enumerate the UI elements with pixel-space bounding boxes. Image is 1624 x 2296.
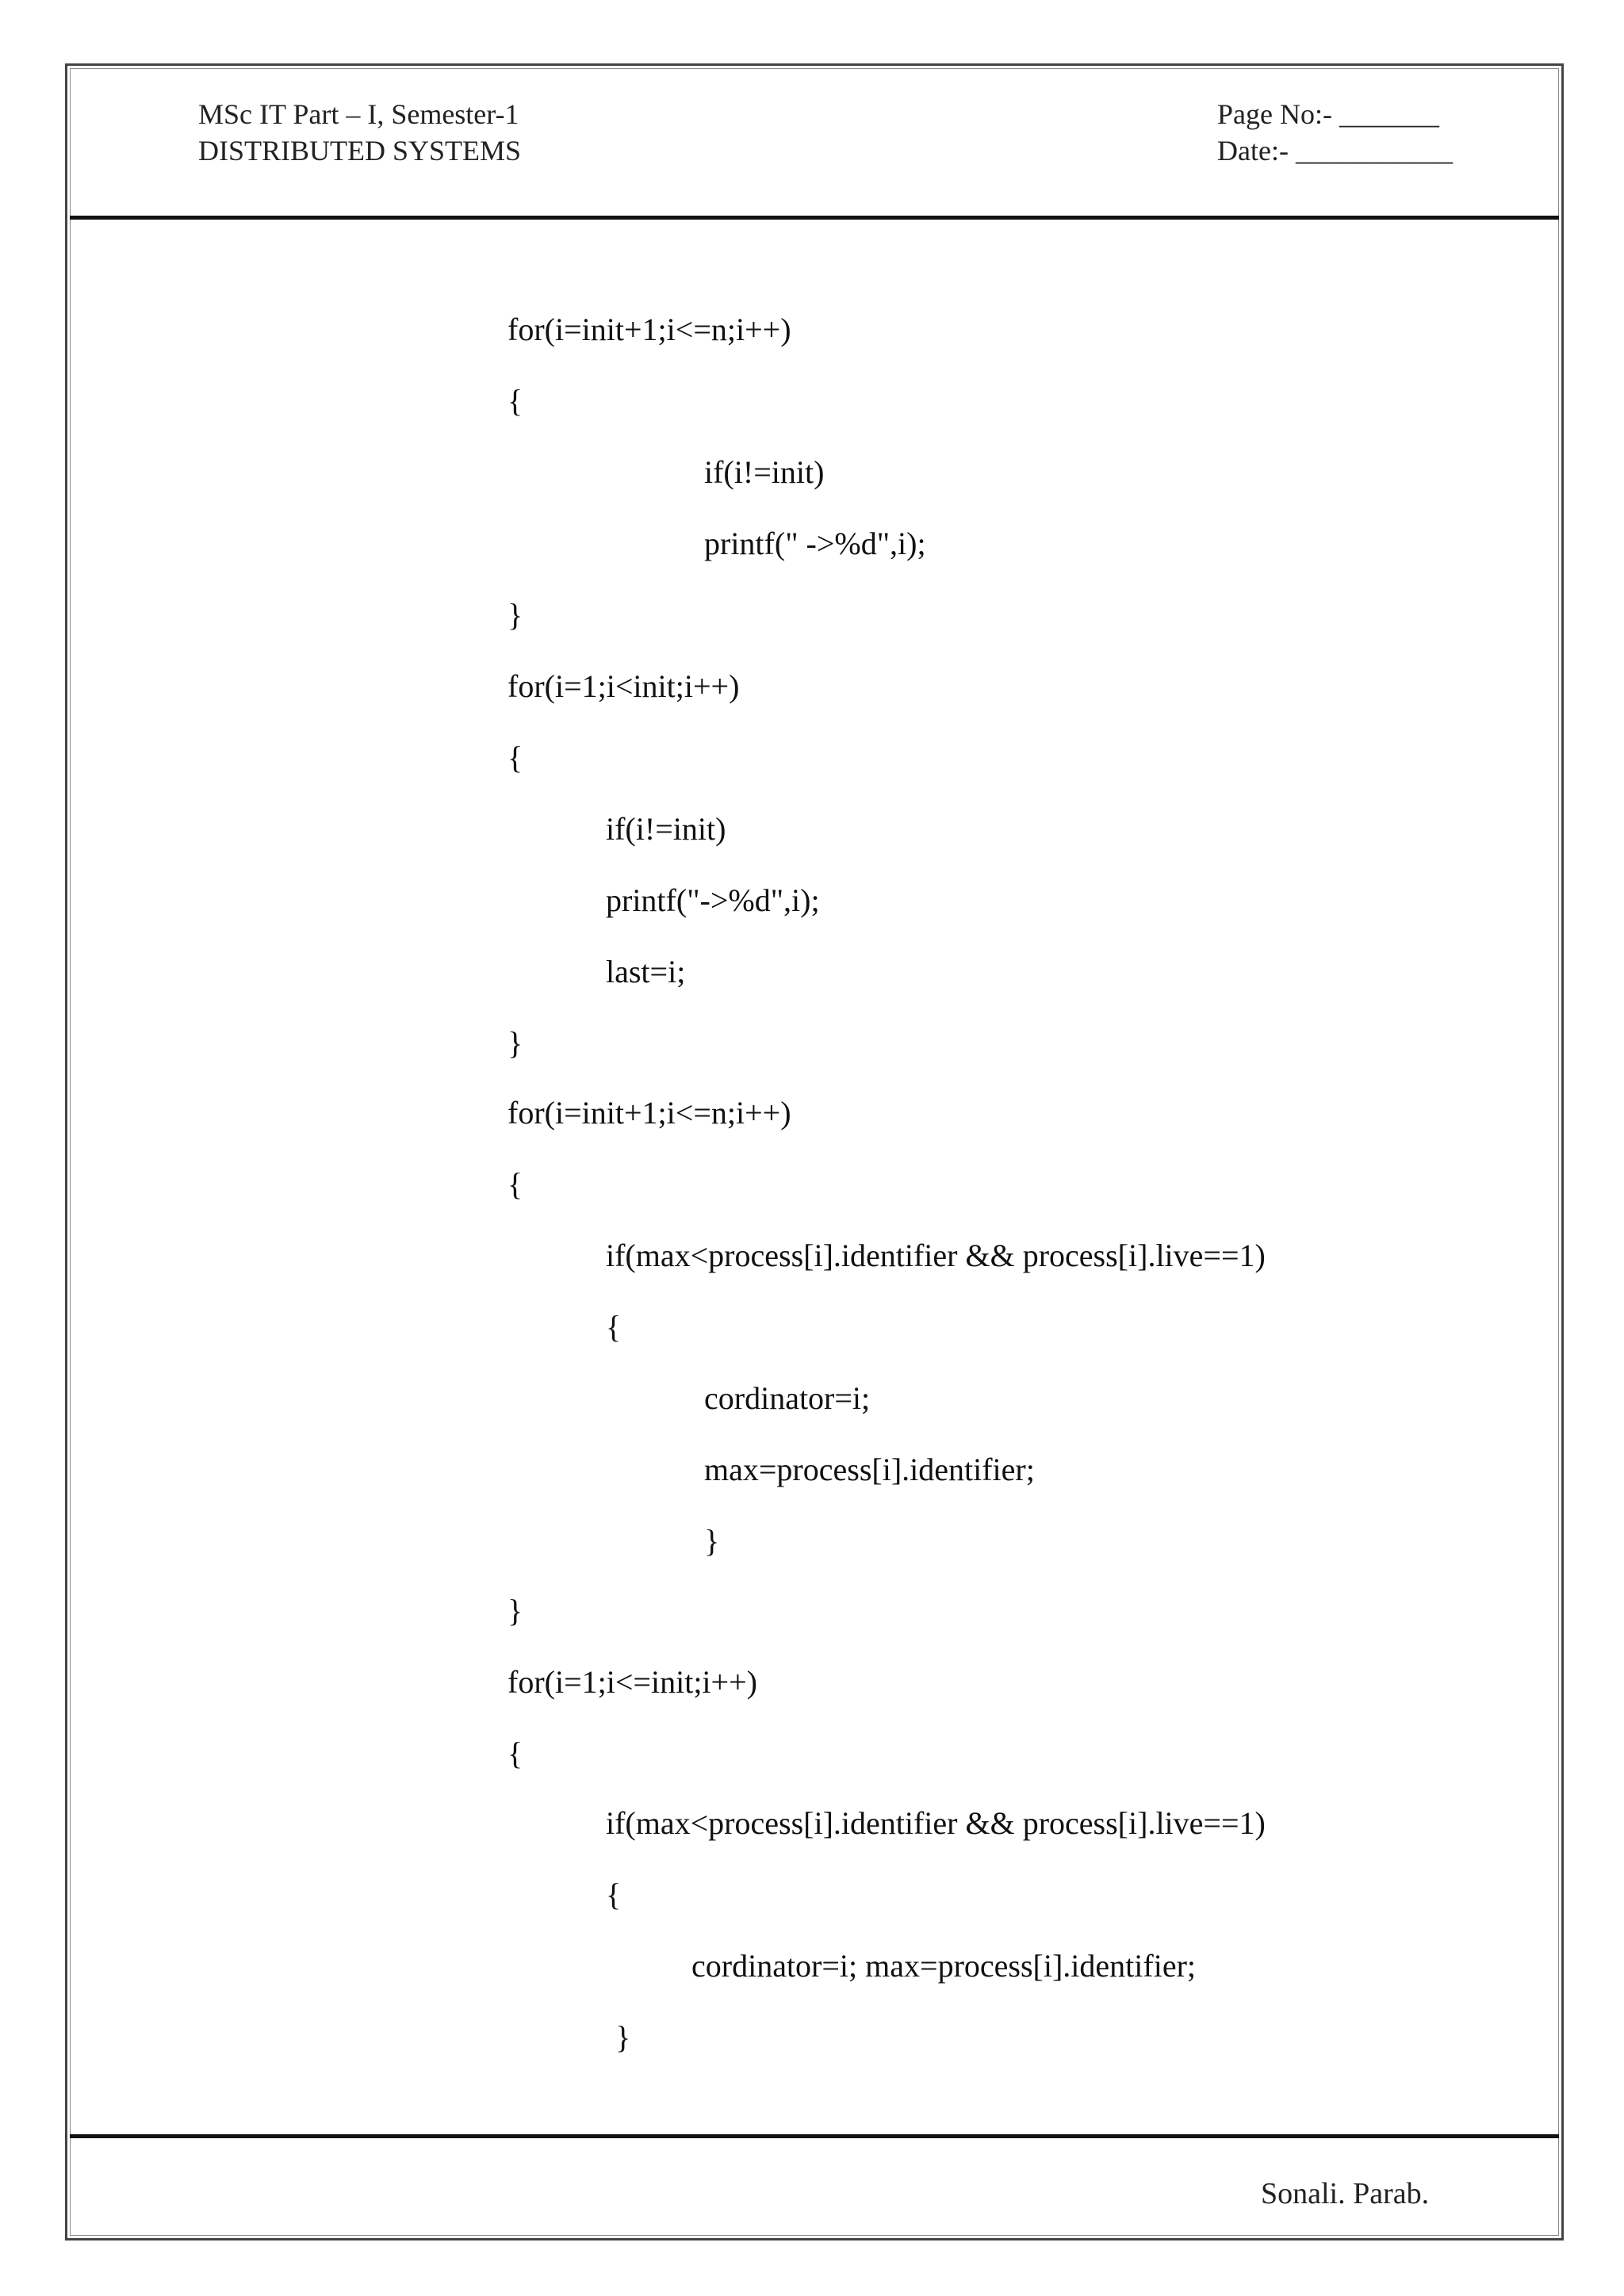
page-number-field: Page No:- _______ — [1217, 98, 1439, 130]
code-line: { — [606, 1309, 622, 1345]
date-field: Date:- ___________ — [1217, 135, 1453, 166]
code-line: } — [508, 1593, 523, 1628]
code-line: last=i; — [606, 954, 686, 989]
code-line: cordinator=i; — [704, 1380, 871, 1416]
header-divider — [70, 216, 1559, 220]
code-line: if(i!=init) — [704, 454, 825, 490]
footer-divider — [70, 2134, 1559, 2138]
subject-title: DISTRIBUTED SYSTEMS — [198, 135, 522, 166]
code-line: { — [508, 1735, 523, 1771]
code-line: for(i=1;i<=init;i++) — [508, 1664, 757, 1700]
code-line: printf("->%d",i); — [606, 882, 820, 918]
code-line: cordinator=i; max=process[i].identifier; — [691, 1948, 1197, 1984]
code-line: if(max<process[i].identifier && process[i].live==1) — [606, 1805, 1266, 1841]
course-title: MSc IT Part – I, Semester-1 — [198, 98, 519, 130]
code-line: { — [508, 740, 523, 775]
code-line: for(i=init+1;i<=n;i++) — [508, 1095, 791, 1131]
code-line: if(i!=init) — [606, 811, 726, 847]
code-line: for(i=1;i<init;i++) — [508, 668, 740, 704]
code-line: } — [508, 1025, 523, 1061]
page-border-inner — [70, 68, 1559, 2236]
code-line: printf(" ->%d",i); — [704, 526, 926, 561]
code-line: max=process[i].identifier; — [704, 1452, 1035, 1487]
code-line: { — [606, 1877, 622, 1912]
code-line: } — [615, 2019, 631, 2055]
author-name: Sonali. Parab. — [1261, 2177, 1430, 2210]
code-line: } — [508, 597, 523, 633]
code-line: } — [704, 1523, 720, 1559]
code-line: if(max<process[i].identifier && process[i].live==1) — [606, 1238, 1266, 1273]
code-line: for(i=init+1;i<=n;i++) — [508, 312, 791, 347]
code-line: { — [508, 1166, 523, 1202]
code-line: { — [508, 383, 523, 419]
